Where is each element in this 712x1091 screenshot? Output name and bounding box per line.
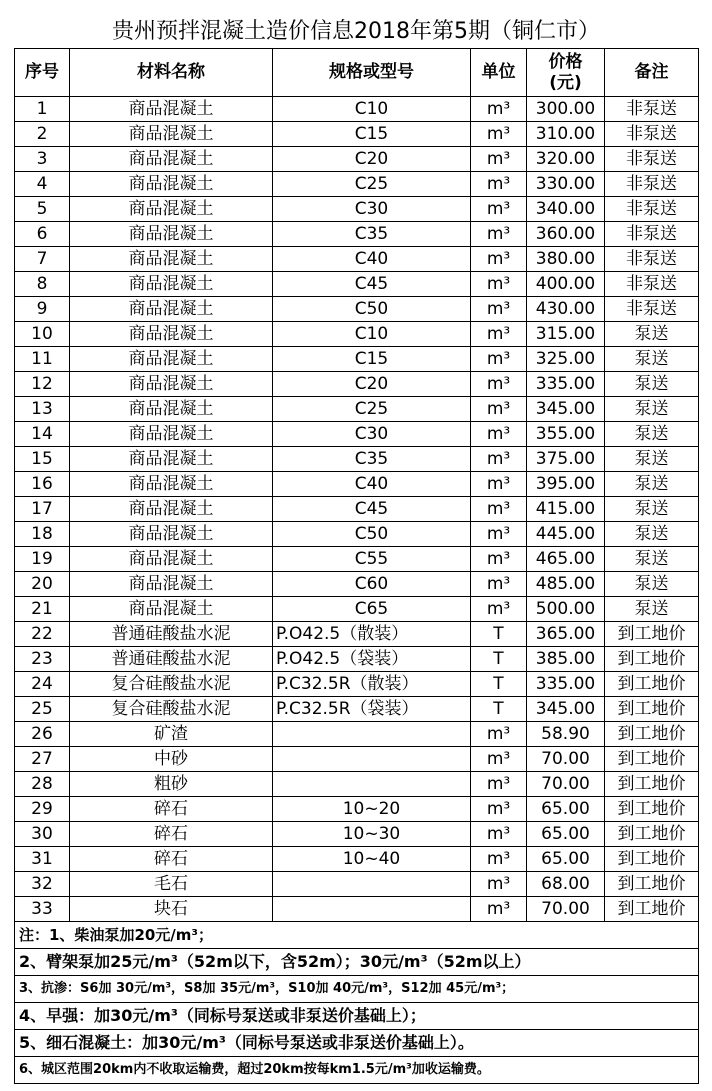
- cell-unit: m³: [471, 172, 527, 197]
- cell-unit: m³: [471, 597, 527, 622]
- cell-price: 485.00: [527, 572, 605, 597]
- table-row: [15, 397, 699, 422]
- cell-note: 到工地价: [605, 672, 699, 697]
- table-row: [15, 697, 699, 722]
- cell-spec: C30: [273, 197, 471, 222]
- cell-unit: m³: [471, 322, 527, 347]
- cell-spec: C10: [273, 97, 471, 122]
- cell-no: 25: [15, 697, 70, 722]
- cell-no: 27: [15, 747, 70, 772]
- cell-name: 商品混凝土: [70, 322, 273, 347]
- cell-unit: m³: [471, 147, 527, 172]
- cell-no: 32: [15, 872, 70, 897]
- cell-name: 块石: [70, 897, 273, 922]
- cell-note: 非泵送: [605, 122, 699, 147]
- cell-unit: m³: [471, 372, 527, 397]
- cell-name: 普通硅酸盐水泥: [70, 622, 273, 647]
- cell-name: 商品混凝土: [70, 147, 273, 172]
- cell-spec: P.C32.5R（散装）: [273, 672, 471, 697]
- cell-note: 非泵送: [605, 247, 699, 272]
- cell-note: 到工地价: [605, 622, 699, 647]
- cell-spec: 10~20: [273, 797, 471, 822]
- cell-no: 18: [15, 522, 70, 547]
- cell-note: 泵送: [605, 347, 699, 372]
- table-row: [15, 497, 699, 522]
- header-row: [15, 49, 699, 97]
- cell-price: 65.00: [527, 797, 605, 822]
- note-row: [15, 1057, 699, 1084]
- cell-unit: m³: [471, 272, 527, 297]
- cell-unit: T: [471, 672, 527, 697]
- cell-name: 碎石: [70, 797, 273, 822]
- cell-price: 415.00: [527, 497, 605, 522]
- cell-price: 340.00: [527, 197, 605, 222]
- sheet-title: 贵州预拌混凝土造价信息2018年第5期（铜仁市）: [112, 19, 600, 44]
- cell-note: 泵送: [605, 522, 699, 547]
- table-row: [15, 647, 699, 672]
- header-price-line1: 价格: [548, 51, 583, 72]
- cell-note: 非泵送: [605, 197, 699, 222]
- cell-name: 粗砂: [70, 772, 273, 797]
- cell-spec: C35: [273, 222, 471, 247]
- cell-unit: m³: [471, 472, 527, 497]
- cell-name: 商品混凝土: [70, 222, 273, 247]
- cell-no: 11: [15, 347, 70, 372]
- cell-spec: C15: [273, 122, 471, 147]
- cell-unit: m³: [471, 297, 527, 322]
- cell-note: 泵送: [605, 572, 699, 597]
- cell-name: 中砂: [70, 747, 273, 772]
- cell-no: 1: [15, 97, 70, 122]
- cell-price: 380.00: [527, 247, 605, 272]
- cell-name: 商品混凝土: [70, 397, 273, 422]
- cell-price: 65.00: [527, 822, 605, 847]
- note-text: 2、臂架泵加25元/m³（52m以下，含52m）；30元/m³（52m以上）: [15, 949, 699, 976]
- cell-note: 非泵送: [605, 147, 699, 172]
- header-unit: 单位: [471, 49, 527, 97]
- cell-spec: C25: [273, 397, 471, 422]
- cell-name: 商品混凝土: [70, 247, 273, 272]
- cell-unit: m³: [471, 397, 527, 422]
- header-note: 备注: [605, 49, 699, 97]
- cell-note: 到工地价: [605, 897, 699, 922]
- note-row: [15, 1003, 699, 1030]
- cell-no: 20: [15, 572, 70, 597]
- cell-no: 15: [15, 447, 70, 472]
- cell-name: 商品混凝土: [70, 272, 273, 297]
- cell-spec: 10~30: [273, 822, 471, 847]
- table-row: [15, 747, 699, 772]
- price-sheet: [14, 13, 698, 1084]
- cell-spec: [273, 747, 471, 772]
- cell-spec: C40: [273, 472, 471, 497]
- table-row: [15, 347, 699, 372]
- cell-name: 商品混凝土: [70, 597, 273, 622]
- cell-spec: C20: [273, 372, 471, 397]
- note-row: [15, 976, 699, 1003]
- cell-unit: m³: [471, 872, 527, 897]
- cell-no: 23: [15, 647, 70, 672]
- table-row: [15, 247, 699, 272]
- cell-note: 泵送: [605, 422, 699, 447]
- cell-unit: m³: [471, 847, 527, 872]
- cell-no: 24: [15, 672, 70, 697]
- table-row: [15, 422, 699, 447]
- cell-note: 泵送: [605, 397, 699, 422]
- cell-name: 商品混凝土: [70, 122, 273, 147]
- cell-unit: m³: [471, 422, 527, 447]
- cell-name: 商品混凝土: [70, 172, 273, 197]
- cell-price: 325.00: [527, 347, 605, 372]
- cell-note: 到工地价: [605, 847, 699, 872]
- cell-no: 33: [15, 897, 70, 922]
- cell-unit: m³: [471, 247, 527, 272]
- cell-note: 到工地价: [605, 822, 699, 847]
- cell-spec: C60: [273, 572, 471, 597]
- cell-note: 非泵送: [605, 172, 699, 197]
- note-text: 3、抗渗：S6加 30元/m³，S8加 35元/m³，S10加 40元/m³，S12加 45元/m³；: [15, 976, 699, 1003]
- cell-no: 6: [15, 222, 70, 247]
- cell-price: 315.00: [527, 322, 605, 347]
- cell-note: 到工地价: [605, 772, 699, 797]
- cell-name: 商品混凝土: [70, 372, 273, 397]
- cell-note: 到工地价: [605, 797, 699, 822]
- cell-spec: C45: [273, 272, 471, 297]
- cell-price: 68.00: [527, 872, 605, 897]
- cell-unit: m³: [471, 722, 527, 747]
- cell-name: 商品混凝土: [70, 97, 273, 122]
- cell-note: 非泵送: [605, 97, 699, 122]
- cell-note: 非泵送: [605, 272, 699, 297]
- cell-no: 9: [15, 297, 70, 322]
- cell-unit: m³: [471, 572, 527, 597]
- table-row: [15, 297, 699, 322]
- cell-note: 到工地价: [605, 872, 699, 897]
- cell-name: 碎石: [70, 822, 273, 847]
- cell-no: 22: [15, 622, 70, 647]
- cell-unit: T: [471, 697, 527, 722]
- cell-unit: m³: [471, 522, 527, 547]
- cell-no: 28: [15, 772, 70, 797]
- cell-unit: m³: [471, 97, 527, 122]
- cell-no: 26: [15, 722, 70, 747]
- note-row: [15, 1030, 699, 1057]
- cell-spec: [273, 872, 471, 897]
- header-spec: 规格或型号: [273, 49, 471, 97]
- cell-price: 58.90: [527, 722, 605, 747]
- cell-price: 345.00: [527, 697, 605, 722]
- cell-price: 500.00: [527, 597, 605, 622]
- cell-no: 21: [15, 597, 70, 622]
- cell-unit: m³: [471, 797, 527, 822]
- cell-spec: P.O42.5（袋装）: [273, 647, 471, 672]
- cell-unit: m³: [471, 447, 527, 472]
- cell-price: 330.00: [527, 172, 605, 197]
- cell-spec: [273, 897, 471, 922]
- table-row: [15, 322, 699, 347]
- cell-no: 31: [15, 847, 70, 872]
- cell-price: 335.00: [527, 372, 605, 397]
- cell-no: 12: [15, 372, 70, 397]
- cell-name: 复合硅酸盐水泥: [70, 672, 273, 697]
- cell-unit: T: [471, 622, 527, 647]
- table-row: [15, 197, 699, 222]
- cell-price: 345.00: [527, 397, 605, 422]
- table-body: [15, 97, 699, 922]
- cell-name: 商品混凝土: [70, 522, 273, 547]
- cell-no: 13: [15, 397, 70, 422]
- cell-price: 70.00: [527, 897, 605, 922]
- cell-note: 非泵送: [605, 222, 699, 247]
- table-row: [15, 97, 699, 122]
- header-no: 序号: [15, 49, 70, 97]
- cell-note: 泵送: [605, 372, 699, 397]
- cell-name: 商品混凝土: [70, 497, 273, 522]
- header-name: 材料名称: [70, 49, 273, 97]
- cell-note: 非泵送: [605, 297, 699, 322]
- cell-unit: m³: [471, 822, 527, 847]
- cell-no: 10: [15, 322, 70, 347]
- cell-spec: C20: [273, 147, 471, 172]
- cell-unit: m³: [471, 497, 527, 522]
- cell-spec: C40: [273, 247, 471, 272]
- cell-note: 到工地价: [605, 722, 699, 747]
- table-row: [15, 872, 699, 897]
- note-text: 4、早强：加30元/m³（同标号泵送或非泵送价基础上）；: [15, 1003, 699, 1030]
- cell-no: 14: [15, 422, 70, 447]
- cell-unit: m³: [471, 347, 527, 372]
- cell-spec: 10~40: [273, 847, 471, 872]
- cell-price: 395.00: [527, 472, 605, 497]
- cell-name: 矿渣: [70, 722, 273, 747]
- cell-price: 300.00: [527, 97, 605, 122]
- table-row: [15, 597, 699, 622]
- cell-spec: C50: [273, 297, 471, 322]
- cell-unit: m³: [471, 122, 527, 147]
- cell-note: 泵送: [605, 472, 699, 497]
- table-row: [15, 572, 699, 597]
- table-row: [15, 897, 699, 922]
- cell-price: 385.00: [527, 647, 605, 672]
- cell-unit: m³: [471, 197, 527, 222]
- price-table: [14, 48, 699, 1084]
- cell-unit: m³: [471, 897, 527, 922]
- cell-no: 29: [15, 797, 70, 822]
- table-row: [15, 797, 699, 822]
- notes-section: [15, 922, 699, 1084]
- table-row: [15, 722, 699, 747]
- cell-spec: C25: [273, 172, 471, 197]
- cell-no: 16: [15, 472, 70, 497]
- cell-name: 毛石: [70, 872, 273, 897]
- note-text: 注：1、柴油泵加20元/m³；: [15, 922, 699, 949]
- note-text: 6、城区范围20km内不收取运输费，超过20km按每km1.5元/m³加收运输费。: [15, 1057, 699, 1084]
- cell-name: 商品混凝土: [70, 572, 273, 597]
- table-row: [15, 547, 699, 572]
- cell-name: 商品混凝土: [70, 422, 273, 447]
- cell-price: 335.00: [527, 672, 605, 697]
- cell-note: 到工地价: [605, 647, 699, 672]
- cell-spec: [273, 722, 471, 747]
- cell-name: 普通硅酸盐水泥: [70, 647, 273, 672]
- note-row: [15, 949, 699, 976]
- cell-note: 泵送: [605, 447, 699, 472]
- table-row: [15, 522, 699, 547]
- cell-price: 70.00: [527, 747, 605, 772]
- cell-note: 泵送: [605, 322, 699, 347]
- cell-note: 泵送: [605, 547, 699, 572]
- cell-price: 320.00: [527, 147, 605, 172]
- cell-spec: C55: [273, 547, 471, 572]
- cell-no: 8: [15, 272, 70, 297]
- cell-price: 65.00: [527, 847, 605, 872]
- cell-no: 7: [15, 247, 70, 272]
- cell-price: 310.00: [527, 122, 605, 147]
- table-row: [15, 172, 699, 197]
- cell-unit: m³: [471, 222, 527, 247]
- cell-name: 商品混凝土: [70, 197, 273, 222]
- cell-unit: m³: [471, 772, 527, 797]
- cell-spec: [273, 772, 471, 797]
- table-row: [15, 622, 699, 647]
- cell-name: 商品混凝土: [70, 347, 273, 372]
- cell-price: 465.00: [527, 547, 605, 572]
- cell-note: 到工地价: [605, 697, 699, 722]
- cell-no: 17: [15, 497, 70, 522]
- cell-spec: P.C32.5R（袋装）: [273, 697, 471, 722]
- cell-name: 商品混凝土: [70, 547, 273, 572]
- cell-no: 30: [15, 822, 70, 847]
- cell-no: 4: [15, 172, 70, 197]
- table-row: [15, 447, 699, 472]
- cell-price: 445.00: [527, 522, 605, 547]
- note-text: 5、细石混凝土：加30元/m³（同标号泵送或非泵送价基础上）。: [15, 1030, 699, 1057]
- cell-price: 375.00: [527, 447, 605, 472]
- table-row: [15, 122, 699, 147]
- table-row: [15, 372, 699, 397]
- cell-unit: m³: [471, 747, 527, 772]
- table-row: [15, 222, 699, 247]
- cell-no: 5: [15, 197, 70, 222]
- cell-spec: C30: [273, 422, 471, 447]
- cell-spec: C15: [273, 347, 471, 372]
- cell-spec: C35: [273, 447, 471, 472]
- cell-no: 2: [15, 122, 70, 147]
- cell-note: 到工地价: [605, 747, 699, 772]
- cell-spec: P.O42.5（散装）: [273, 622, 471, 647]
- cell-unit: T: [471, 647, 527, 672]
- table-row: [15, 147, 699, 172]
- table-row: [15, 772, 699, 797]
- table-row: [15, 847, 699, 872]
- cell-name: 商品混凝土: [70, 447, 273, 472]
- cell-note: 泵送: [605, 597, 699, 622]
- cell-spec: C45: [273, 497, 471, 522]
- cell-note: 泵送: [605, 497, 699, 522]
- cell-spec: C65: [273, 597, 471, 622]
- header-price-line2: (元): [549, 72, 582, 93]
- table-row: [15, 822, 699, 847]
- cell-no: 19: [15, 547, 70, 572]
- note-row: [15, 922, 699, 949]
- cell-name: 商品混凝土: [70, 472, 273, 497]
- table-row: [15, 472, 699, 497]
- table-row: [15, 672, 699, 697]
- cell-price: 430.00: [527, 297, 605, 322]
- cell-price: 400.00: [527, 272, 605, 297]
- cell-price: 355.00: [527, 422, 605, 447]
- header-price: [527, 49, 605, 97]
- cell-unit: m³: [471, 547, 527, 572]
- cell-spec: C50: [273, 522, 471, 547]
- cell-name: 商品混凝土: [70, 297, 273, 322]
- cell-name: 复合硅酸盐水泥: [70, 697, 273, 722]
- cell-price: 365.00: [527, 622, 605, 647]
- table-row: [15, 272, 699, 297]
- cell-name: 碎石: [70, 847, 273, 872]
- cell-spec: C10: [273, 322, 471, 347]
- cell-no: 3: [15, 147, 70, 172]
- cell-price: 70.00: [527, 772, 605, 797]
- cell-price: 360.00: [527, 222, 605, 247]
